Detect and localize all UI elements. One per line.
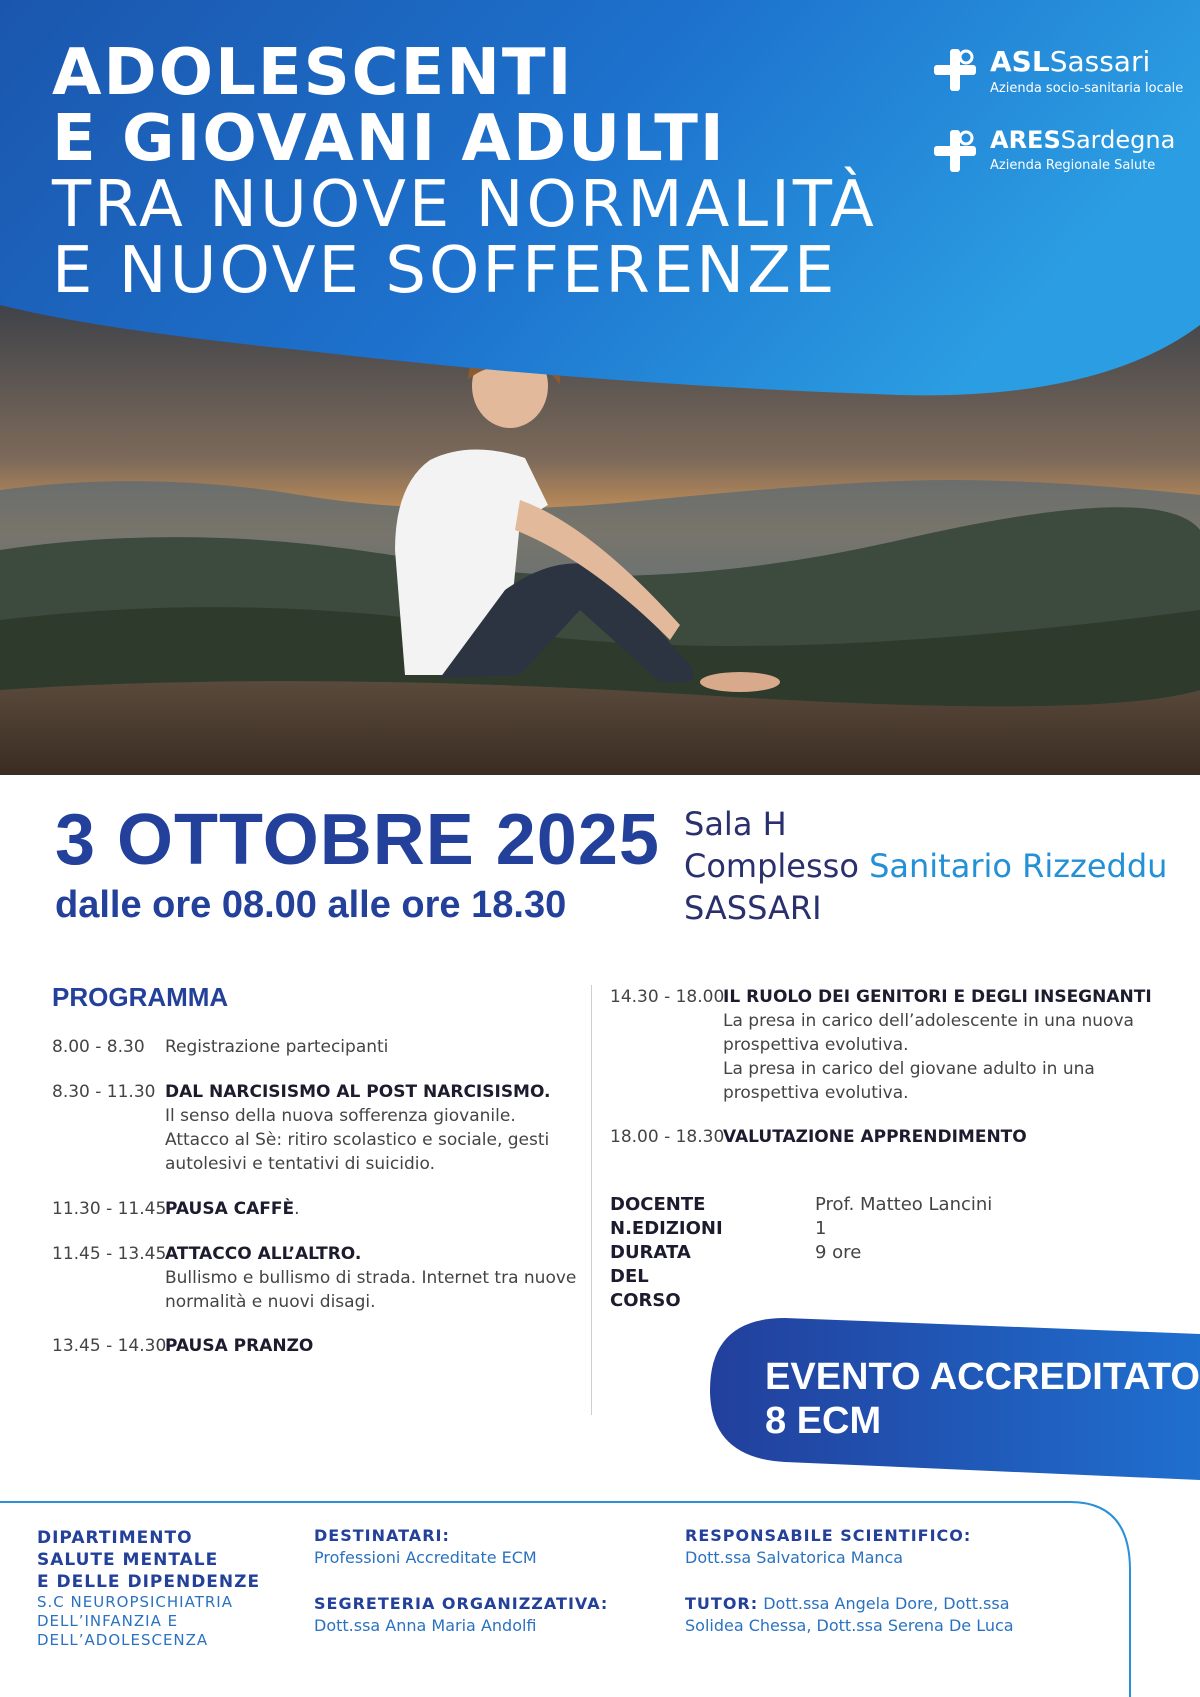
program-text: Bullismo e bullismo di strada. Internet tra nuove normalità e nuovi disagi. [165,1268,577,1312]
title-line-3: TRA NUOVE NORMALITÀ [52,168,877,242]
event-venue [684,803,1167,929]
destinatari-value: Professioni Accreditate ECM [314,1548,537,1567]
tutor-label: TUTOR: [685,1594,759,1613]
venue-room: Sala H [684,805,787,843]
dept-line-3: E DELLE DIPENDENZE [37,1572,261,1592]
title-line-1: ADOLESCENTI [52,36,574,110]
event-title [52,36,877,308]
program-time: 8.00 - 8.30 [52,1037,145,1057]
event-date-block [55,800,660,927]
program-time: 11.45 - 13.45 [52,1244,167,1264]
ares-name-light: Sardegna [1060,126,1176,154]
docente-label: DOCENTE [610,1194,706,1215]
responsabile [685,1525,1115,1569]
badge-line-1: EVENTO ACCREDITATO [765,1356,1200,1398]
edizioni-label: N.EDIZIONI [610,1218,723,1239]
title-line-4: E NUOVE SOFFERENZE [52,234,838,308]
program-title: PAUSA CAFFÈ [165,1199,295,1219]
column-divider [591,985,592,1415]
department [37,1527,267,1650]
event-hours: dalle ore 08.00 alle ore 18.30 [55,884,567,926]
docente-value: Prof. Matteo Lancini [815,1194,993,1215]
title-line-2: E GIOVANI ADULTI [52,102,726,176]
durata-value: 9 ore [815,1242,862,1263]
tutor [685,1593,1115,1637]
venue-complex-a: Complesso [684,847,870,885]
sc-line-3: DELL’ADOLESCENZA [37,1631,209,1649]
dept-line-2: SALUTE MENTALE [37,1550,219,1570]
responsabile-value: Dott.ssa Salvatorica Manca [685,1548,904,1567]
program-text: Il senso della nuova sofferenza giovanile. Attacco al Sè: ritiro scolastico e sociale, gesti autolesivi e tentativi di suicidio. [165,1106,550,1174]
venue-complex-b: Sanitario Rizzeddu [869,847,1168,885]
program-title: IL RUOLO DEI GENITORI E DEGLI INSEGNANTI [723,987,1152,1007]
tutor-value-1: Dott.ssa Angela Dore, Dott.ssa [758,1594,1010,1613]
program-text: La presa in carico del giovane adulto in una prospettiva evolutiva. [723,1059,1095,1103]
asl-name-light: Sassari [1049,45,1151,78]
ares-name-bold: ARES [990,126,1061,154]
program-text: . [294,1199,300,1219]
ares-subtitle: Azienda Regionale Salute [990,158,1156,173]
segreteria-value: Dott.ssa Anna Maria Andolfi [314,1616,537,1635]
sc-line-2: DELL’INFANZIA E [37,1612,179,1630]
program-time: 13.45 - 14.30 [52,1336,167,1356]
edizioni-value: 1 [815,1218,827,1239]
segreteria [314,1593,634,1637]
destinatari [314,1525,634,1569]
durata-label: DURATA DEL CORSO [610,1242,691,1311]
asl-name-bold: ASL [990,45,1050,78]
program-title: VALUTAZIONE APPRENDIMENTO [723,1127,1027,1147]
program-time: 11.30 - 11.45 [52,1199,167,1219]
program-text: Registrazione partecipanti [165,1037,389,1057]
badge-line-2: 8 ECM [765,1400,882,1442]
program-time: 18.00 - 18.30 [610,1127,725,1147]
responsabile-label: RESPONSABILE SCIENTIFICO: [685,1526,972,1545]
sc-line-1: S.C NEUROPSICHIATRIA [37,1593,233,1611]
venue-city: SASSARI [684,889,822,927]
program-time: 14.30 - 18.00 [610,987,725,1007]
event-date: 3 OTTOBRE 2025 [55,800,660,880]
tutor-value-2: Solidea Chessa, Dott.ssa Serena De Luca [685,1616,1014,1635]
program-text: La presa in carico dell’adolescente in una nuova prospettiva evolutiva. [723,1011,1134,1055]
program-title: DAL NARCISISMO AL POST NARCISISMO. [165,1082,551,1102]
segreteria-label: SEGRETERIA ORGANIZZATIVA: [314,1594,609,1613]
program-title: ATTACCO ALL’ALTRO. [165,1244,362,1264]
program-time: 8.30 - 11.30 [52,1082,156,1102]
badge-text [765,1355,1200,1443]
cross-icon [930,45,980,95]
cross-icon [930,126,980,176]
program-title: PAUSA PRANZO [165,1336,314,1356]
destinatari-label: DESTINATARI: [314,1526,450,1545]
programma-heading: PROGRAMMA [52,982,229,1012]
dept-line-1: DIPARTIMENTO [37,1528,193,1548]
asl-subtitle: Azienda socio-sanitaria locale [990,81,1184,96]
